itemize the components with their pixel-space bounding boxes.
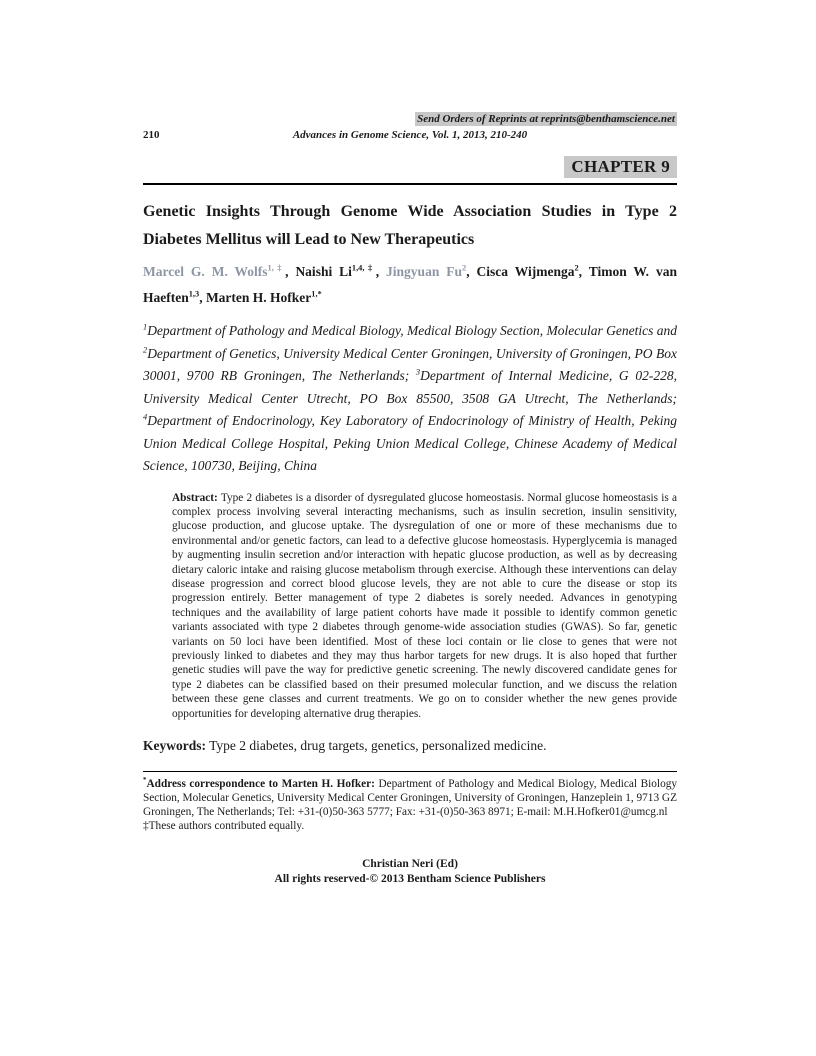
abstract-block	[172, 491, 677, 722]
author-affiliation-sup: 1,*	[311, 289, 322, 299]
author-name[interactable]: Marcel G. M. Wolfs$^{1,\ddagger}$	[143, 263, 286, 279]
abstract-label: Abstract:	[172, 491, 218, 504]
copyright-line: All rights reserved-© 2013 Bentham Science Publishers	[274, 873, 546, 885]
keywords-text: Type 2 diabetes, drug targets, genetics, personalized medicine.	[206, 738, 547, 753]
header-rule	[143, 183, 677, 185]
author-affiliation-sup: 1,‡	[267, 263, 286, 273]
author-affiliation-sup: 2	[574, 263, 579, 273]
author-list: Marcel G. M. Wolfs$^{1,\ddagger}$, Naishi $Li^{1,4,\ddagger}$, Jingyuan Fu$^2$, Cisca Wijmenga$^2$, Timon W. van Haeften$^{1,3}$, Marten H. Hofker$^{1,*}$	[143, 263, 678, 305]
reprint-notice-link[interactable]: Send Orders of Reprints at reprints@benthamscience.net	[417, 113, 675, 125]
keywords-label: Keywords:	[143, 738, 206, 753]
keywords-line	[143, 736, 677, 756]
document-page	[143, 112, 677, 887]
affiliation-sup: 4	[143, 412, 148, 422]
correspondence-bold-text: Address correspondence to Marten H. Hofker:	[146, 778, 375, 790]
chapter-heading: CHAPTER 9	[564, 156, 677, 178]
reprint-row	[143, 112, 677, 126]
author-name: Marten H. Hofker$^{1,*}$	[205, 289, 322, 305]
affiliations: $^1$Department of Pathology and Medical Biology, Medical Biology Section, Molecular Genetics and $^2$Department of Genetics, University Medical Center Groningen, University of Groningen, PO Box 30001, 9700 RB Groningen, The Netherlands; $^3$Department of Internal Medicine, G 02-228, University Medical Center Utrecht, PO Box 85500, 3508 GA Utrecht, The Netherlands; $^4$Department of Endocrinology, Key Laboratory of Endocrinology of Ministry of Health, Peking Union Medical College Hospital, Peking Union Medical College, Chinese Academy of Medical Science, 100730, Beijing, China	[143, 322, 677, 473]
running-head	[143, 128, 677, 144]
author-name: Naishi $Li^{1,4,\ddagger}$	[295, 263, 376, 279]
publisher-footer	[143, 857, 677, 887]
affiliation-sup: 2	[143, 345, 148, 354]
article-title: Genetic Insights Through Genome Wide Association Studies in Type 2 Diabetes Mellitus will Lead to New Therapeutics	[143, 203, 677, 248]
correspondence-text: Department of Pathology and Medical Biology, Medical Biology Section, Molecular Genetics, University Medical Center Groningen, University of Groningen, Hanzeplein 1, 9713 GZ Groningen, The Netherlands; Tel: +31-(0)50-363 5777; Fax: +31-(0)50-363 8971; E-mail: M.H.Hofker01@umcg.nl	[143, 778, 678, 818]
journal-citation: Advances in Genome Science, Vol. 1, 2013, 210-240	[292, 129, 528, 141]
author-affiliation-sup: 1,4,‡	[351, 263, 376, 273]
chapter-row	[143, 156, 677, 178]
author-name: Cisca Wijmenga$^2$	[476, 263, 579, 279]
editor-line: Christian Neri (Ed)	[362, 858, 458, 870]
page-number: 210	[143, 129, 160, 141]
footnote-rule	[143, 771, 677, 772]
abstract-text: Type 2 diabetes is a disorder of dysregulated glucose homeostasis. Normal glucose homeostasis is a complex process involving several interacting mechanisms, such as insulin secretion, insulin sensitivity, glucose production, and glucose uptake. The dysregulation of one or more of these mechanisms due to environmental and/or genetic factors, can lead to a defective glucose homeostasis. Hyperglycemia is managed by augmenting insulin secretion and/or interaction with hepatic glucose production, as well as by decreasing dietary caloric intake and raising glucose metabolism through exercise. Although these interventions can delay disease progression and correct blood glucose levels, they are not able to cure the disease or stop its progression entirely. Better management of type 2 diabetes is sorely needed. Advances in genotyping techniques and the availability of large patient cohorts have made it possible to identify common genetic variants associated with type 2 diabetes through genome-wide association studies (GWAS). So far, genetic variants on 50 loci have been identified. Most of these loci contain or lie close to genes that were not previously linked to diabetes and they may thus harbor targets for new drugs. It is also hoped that further genetic studies will pave the way for predictive genetic screening. The newly discovered candidate genes for type 2 diabetes can be classified based on their presumed molecular function, and we discuss the relation between these gene classes and current treatments. We go on to consider whether the new genes provide opportunities for developing alternative drug therapies.	[172, 491, 677, 720]
affiliation-sup: 3	[415, 367, 421, 377]
equal-contribution-note: ‡These authors contributed equally.	[143, 820, 305, 832]
author-affiliation-sup: 1,3	[188, 289, 200, 299]
author-name[interactable]: Jingyuan Fu$^2$	[386, 263, 467, 279]
asterisk-marker: *	[143, 776, 147, 785]
correspondence-footnote	[143, 777, 677, 819]
author-name: Timon W. van Haeften$^{1,3}$	[143, 264, 678, 305]
correspondence-lead	[143, 778, 375, 790]
affiliation-sup: 1	[143, 322, 148, 332]
author-affiliation-sup: 2	[462, 263, 467, 273]
